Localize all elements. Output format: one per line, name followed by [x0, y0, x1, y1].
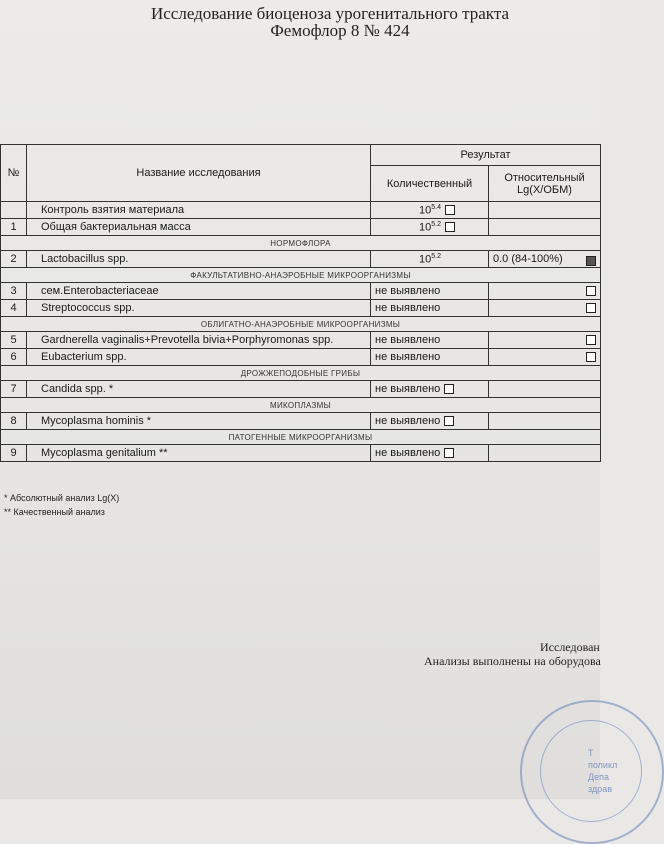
- stamp-text: здрав: [588, 784, 612, 794]
- checkbox-icon: [444, 416, 454, 426]
- section-pathogenic: ПАТОГЕННЫЕ МИКРООРГАНИЗМЫ: [1, 430, 601, 445]
- document-subtitle: Фемофлор 8 № 424: [270, 21, 410, 40]
- header-result: Результат: [371, 145, 601, 166]
- header-number: №: [1, 145, 27, 202]
- table-row: 8 Mycoplasma hominis * не выявлено: [1, 413, 601, 430]
- table-row: 1 Общая бактериальная масса $10^{5.2}$: [1, 219, 601, 236]
- section-obligate: ОБЛИГАТНО-АНАЭРОБНЫЕ МИКРООРГАНИЗМЫ: [1, 317, 601, 332]
- section-yeast: ДРОЖЖЕПОДОБНЫЕ ГРИБЫ: [1, 366, 601, 381]
- checkbox-icon: [445, 222, 455, 232]
- section-mycoplasma: МИКОПЛАЗМЫ: [1, 398, 601, 413]
- table-row: 5 Gardnerella vaginalis+Prevotella bivia+Porphyromonas spp. не выявлено: [1, 332, 601, 349]
- stamp-text: Депа: [588, 772, 609, 782]
- table-row: 2 Lactobacillus spp. $10^{5.2}$ 0.0 (84-100%): [1, 251, 601, 268]
- table-row: 7 Candida spp. * не выявлено: [1, 381, 601, 398]
- stamp-text: поликл: [588, 760, 618, 770]
- header-relative: Относительный Lg(X/ОБМ): [489, 166, 601, 202]
- footer-equipment-text: Анализы выполнены на оборудова: [424, 654, 601, 668]
- checkbox-icon: [444, 384, 454, 394]
- section-facultative: ФАКУЛЬТАТИВНО-АНАЭРОБНЫЕ МИКРООРГАНИЗМЫ: [1, 268, 601, 283]
- table-row: Контроль взятия материала $10^{5.4}$: [1, 202, 601, 219]
- table-row: 9 Mycoplasma genitalium ** не выявлено: [1, 445, 601, 462]
- footnote-qualitative: ** Качественный анализ: [4, 507, 105, 517]
- checkbox-icon: [586, 352, 596, 362]
- checkbox-icon: [586, 286, 596, 296]
- checkbox-icon: [444, 448, 454, 458]
- header-quantitative: Количественный: [371, 166, 489, 202]
- document-title: Исследование биоценоза урогенитального тракта: [150, 4, 509, 23]
- checkbox-icon: [445, 205, 455, 215]
- section-normoflora: НОРМОФЛОРА: [1, 236, 601, 251]
- checkbox-icon: [586, 303, 596, 313]
- checkbox-icon: [586, 335, 596, 345]
- footnote-absolute: * Абсолютный анализ Lg(X): [4, 493, 120, 503]
- footer-researched-text: Исследован: [540, 640, 600, 654]
- results-table: [0, 144, 601, 462]
- header-test-name: Название исследования: [27, 145, 371, 202]
- filled-checkbox-icon: [586, 256, 596, 266]
- stamp-text: Т: [588, 748, 594, 758]
- table-row: 6 Eubacterium spp. не выявлено: [1, 349, 601, 366]
- table-header-row: [1, 145, 601, 166]
- table-row: 3 сем.Enterobacteriaceae не выявлено: [1, 283, 601, 300]
- table-row: 4 Streptococcus spp. не выявлено: [1, 300, 601, 317]
